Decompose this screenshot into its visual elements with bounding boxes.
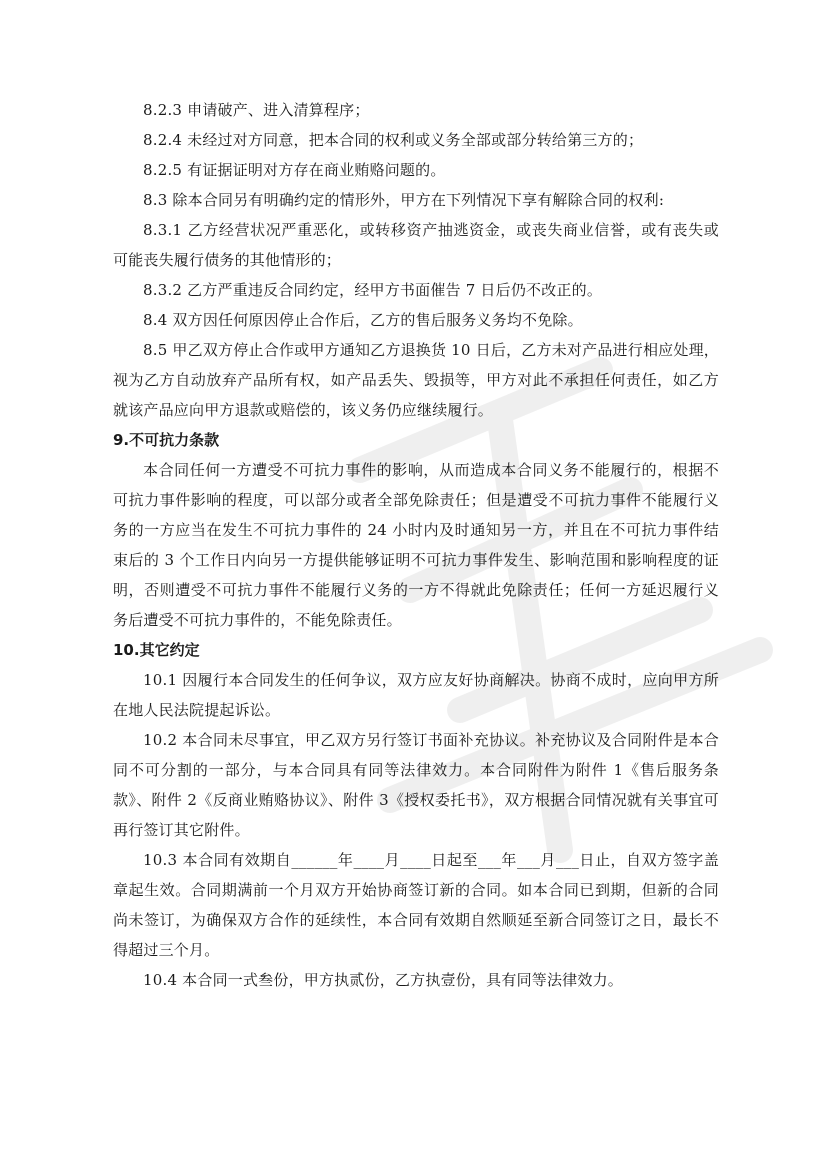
clause-8-2-4: 8.2.4 未经过对方同意，把本合同的权利或义务全部或部分转给第三方的； <box>143 131 644 149</box>
section-9-heading: 9.不可抗力条款 <box>113 431 220 449</box>
clause-8-3-2: 8.3.2 乙方严重违反合同约定，经甲方书面催告 7 日后仍不改正的。 <box>143 281 603 299</box>
clause-8-2-3: 8.2.3 申请破产、进入清算程序； <box>143 101 370 119</box>
section-10-heading: 10.其它约定 <box>113 641 200 659</box>
clause-10-1: 10.1 因履行本合同发生的任何争议，双方应友好协商解决。协商不成时，应向甲方所在地人民法院提起诉讼。 <box>113 671 719 719</box>
clause-8-3: 8.3 除本合同另有明确约定的情形外，甲方在下列情况下享有解除合同的权利: <box>143 191 665 209</box>
section-9-body: 本合同任何一方遭受不可抗力事件的影响，从而造成本合同义务不能履行的，根据不可抗力事件影响的程度，可以部分或者全部免除责任；但是遭受不可抗力事件不能履行义务的一方应当在发生不可抗力事件的 24 小时内及时通知另一方，并且在不可抗力事件结束后的 3 个工作日内向另一方提供能够证明不可抗力事件发生、影响范围和影响程度的证明，否则遭受不可抗力事件不能履行义务的一方不得就此免除责任；任何一方延迟履行义务后遭受不可抗力事件的，不能免除责任。 <box>113 461 719 629</box>
clause-10-4: 10.4 本合同一式叁份，甲方执贰份，乙方执壹份，具有同等法律效力。 <box>143 971 623 989</box>
clause-10-2: 10.2 本合同未尽事宜，甲乙双方另行签订书面补充协议。补充协议及合同附件是本合同不可分割的一部分，与本合同具有同等法律效力。本合同附件为附件 1《售后服务条款》、附件 2《反商业贿赂协议》、附件 3《授权委托书》，双方根据合同情况就有关事宜可再行签订其它附件。 <box>113 731 719 839</box>
clause-8-5: 8.5 甲乙双方停止合作或甲方通知乙方退换货 10 日后，乙方未对产品进行相应处理，视为乙方自动放弃产品所有权，如产品丢失、毁损等，甲方对此不承担任何责任，如乙方就该产品应向甲方退款或赔偿的，该义务仍应继续履行。 <box>113 341 719 419</box>
clause-8-2-5: 8.2.5 有证据证明对方存在商业贿赂问题的。 <box>143 161 446 179</box>
clause-10-3: 10.3 本合同有效期自______年____月____日起至___年___月___日止，自双方签字盖章起生效。合同期满前一个月双方开始协商签订新的合同。如本合同已到期，但新的合同尚未签订，为确保双方合作的延续性，本合同有效期自然顺延至新合同签订之日，最长不得超过三个月。 <box>113 851 719 959</box>
clause-8-3-1: 8.3.1 乙方经营状况严重恶化，或转移资产抽逃资金，或丧失商业信誉，或有丧失或可能丧失履行债务的其他情形的； <box>113 221 719 269</box>
contract-body <box>113 95 719 995</box>
clause-8-4: 8.4 双方因任何原因停止合作后，乙方的售后服务义务均不免除。 <box>143 311 583 329</box>
